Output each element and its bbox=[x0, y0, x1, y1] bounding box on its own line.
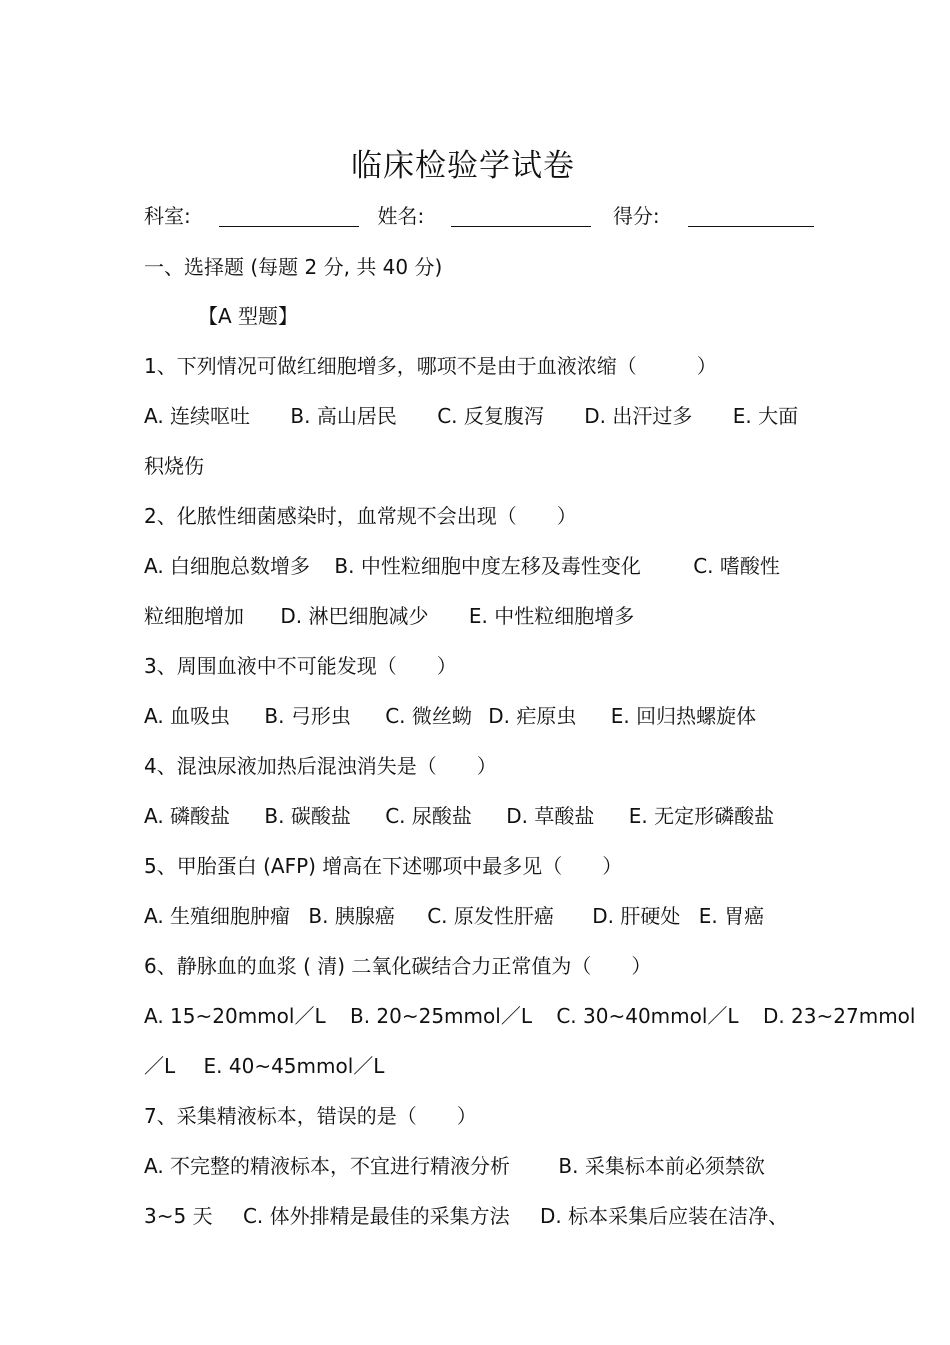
option-e: E. 无定形磷酸盐 bbox=[628, 804, 775, 828]
question-5-options bbox=[144, 902, 834, 930]
section-subheading: 【A 型题】 bbox=[198, 304, 299, 328]
option-e: E. 大面 bbox=[732, 404, 799, 428]
question-2-options bbox=[144, 552, 834, 580]
exam-title: 临床检验学试卷 bbox=[351, 148, 575, 184]
option-c: C. 微丝蚴 bbox=[385, 704, 472, 728]
option-c: C. 体外排精是最佳的采集方法 bbox=[242, 1204, 510, 1228]
question-7-stem: 7、采集精液标本，错误的是（ ） bbox=[144, 1104, 477, 1128]
option-d: D. 出汗过多 bbox=[584, 404, 693, 428]
option-e: E. 回归热螺旋体 bbox=[610, 704, 757, 728]
name-blank bbox=[451, 206, 591, 227]
option-c: C. 尿酸盐 bbox=[385, 804, 472, 828]
option-a: A. 不完整的精液标本，不宜进行精液分析 bbox=[144, 1154, 511, 1178]
name-label: 姓名: bbox=[377, 204, 425, 228]
option-c-continued: 粒细胞增加 bbox=[144, 604, 244, 628]
exam-header-fields bbox=[144, 202, 834, 230]
option-d: D. 疟原虫 bbox=[488, 704, 577, 728]
option-d: D. 草酸盐 bbox=[506, 804, 595, 828]
option-d: D. 肝硬处 bbox=[592, 904, 681, 928]
option-e: E. 中性粒细胞增多 bbox=[468, 604, 635, 628]
option-a: A. 磷酸盐 bbox=[144, 804, 231, 828]
option-c: C. 反复腹泻 bbox=[437, 404, 544, 428]
option-e: E. 40~45mmol／L bbox=[203, 1054, 385, 1078]
option-b: B. 高山居民 bbox=[290, 404, 397, 428]
option-a: A. 血吸虫 bbox=[144, 704, 231, 728]
option-c: C. 30~40mmol／L bbox=[556, 1004, 739, 1028]
question-7-continuation bbox=[144, 1202, 834, 1230]
option-b: B. 20~25mmol／L bbox=[349, 1004, 532, 1028]
option-d: D. 23~27mmol bbox=[762, 1004, 916, 1028]
question-4-stem: 4、混浊尿液加热后混浊消失是（ ） bbox=[144, 754, 497, 778]
question-3-options bbox=[144, 702, 834, 730]
question-5-stem: 5、甲胎蛋白 (AFP) 增高在下述哪项中最多见（ ） bbox=[144, 854, 623, 878]
question-6-stem: 6、静脉血的血浆 ( 清) 二氧化碳结合力正常值为（ ） bbox=[144, 954, 652, 978]
question-1-stem: 1、下列情况可做红细胞增多，哪项不是由于血液浓缩（ ） bbox=[144, 354, 717, 378]
option-a: A. 白细胞总数增多 bbox=[144, 554, 311, 578]
option-b: B. 中性粒细胞中度左移及毒性变化 bbox=[334, 554, 641, 578]
question-1-options bbox=[144, 402, 834, 430]
option-b: B. 碳酸盐 bbox=[264, 804, 351, 828]
section-heading: 一、选择题 (每题 2 分, 共 40 分) bbox=[144, 255, 443, 279]
option-c: C. 嗜酸性 bbox=[693, 554, 780, 578]
question-4-options bbox=[144, 802, 834, 830]
option-a: A. 15~20mmol／L bbox=[144, 1004, 326, 1028]
score-blank bbox=[688, 206, 814, 227]
question-2-stem: 2、化脓性细菌感染时，血常规不会出现（ ） bbox=[144, 504, 577, 528]
question-7-options bbox=[144, 1152, 834, 1180]
question-2-continuation bbox=[144, 602, 834, 630]
question-1-continuation: 积烧伤 bbox=[144, 454, 204, 478]
option-e: E. 胃癌 bbox=[698, 904, 765, 928]
option-b: B. 胰腺癌 bbox=[308, 904, 395, 928]
question-6-continuation bbox=[144, 1052, 834, 1080]
score-label: 得分: bbox=[612, 204, 660, 228]
option-b: B. 采集标本前必须禁欲 bbox=[558, 1154, 765, 1178]
option-d-continued: ／L bbox=[144, 1054, 176, 1078]
option-d: D. 淋巴细胞减少 bbox=[280, 604, 429, 628]
question-3-stem: 3、周围血液中不可能发现（ ） bbox=[144, 654, 457, 678]
option-b: B. 弓形虫 bbox=[264, 704, 351, 728]
question-6-options bbox=[144, 1002, 916, 1030]
option-c: C. 原发性肝癌 bbox=[427, 904, 554, 928]
department-blank bbox=[219, 206, 359, 227]
option-a: A. 连续呕吐 bbox=[144, 404, 251, 428]
option-b-continued: 3~5 天 bbox=[144, 1204, 213, 1228]
option-a: A. 生殖细胞肿瘤 bbox=[144, 904, 291, 928]
department-label: 科室: bbox=[144, 204, 191, 228]
option-d: D. 标本采集后应装在洁净、 bbox=[539, 1204, 789, 1228]
